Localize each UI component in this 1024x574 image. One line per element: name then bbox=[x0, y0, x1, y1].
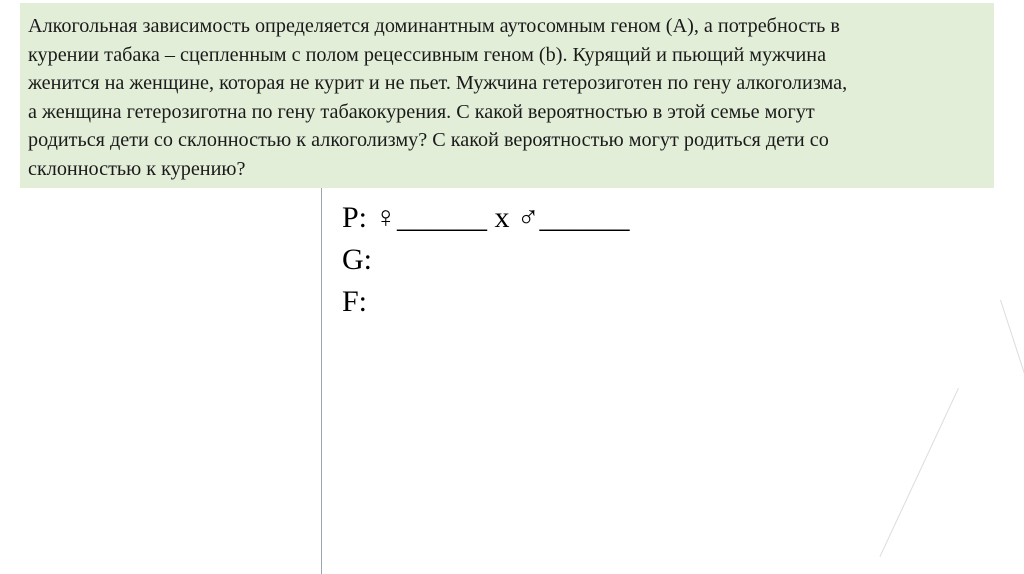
decorative-line bbox=[1000, 300, 1024, 567]
task-text: Алкогольная зависимость определяется доминантным аутосомным геном (А), а потребность в курении табака – сцепленным с полом рецессивным геном (b). Курящий и пьющий мужчина женится на женщине, которая не курит и не пьет. Мужчина гетерозиготен по гену алкоголизма, а женщина гетерозиготна по гену табакокурения. С какой вероятностью в этой семье могут родиться дети со склонностью к алкоголизму? С какой вероятностью могут родиться дети со склонностью к курению? bbox=[28, 15, 848, 180]
decorative-line bbox=[879, 388, 959, 557]
task-box bbox=[20, 3, 994, 188]
offspring-line: F: bbox=[342, 285, 368, 318]
parents-line: P: ♀______ х ♂______ bbox=[342, 201, 630, 234]
cross-scheme bbox=[342, 197, 630, 323]
gametes-line: G: bbox=[342, 243, 372, 276]
vertical-divider bbox=[321, 188, 322, 574]
